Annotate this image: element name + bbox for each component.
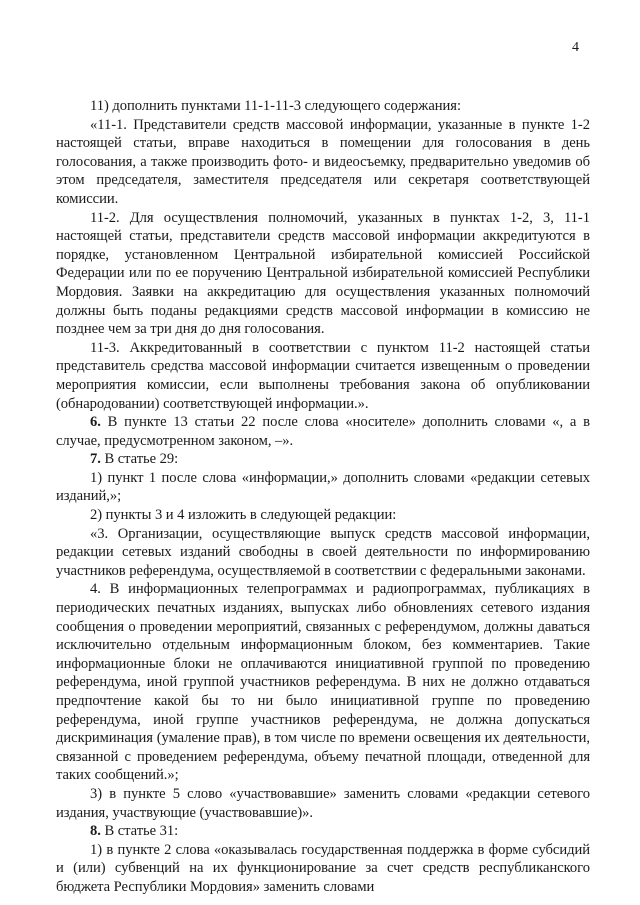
document-body [56,97,590,897]
paragraph-subitem-1-section-8: 1) в пункте 2 слова «оказывалась государственная поддержка в форме субсидий и (или) субвенций на их функционирование за счет средств республиканского бюджета Республики Мордовия» заменить словами [56,841,590,895]
paragraph-subitem-1: 1) пункт 1 после слова «информации,» дополнить словами «редакции сетевых изданий,»; [56,469,590,505]
paragraph-point-3: «3. Организации, осуществляющие выпуск средств массовой информации, редакции сетевых изданий свободны в своей деятельности по информированию участников референдума, осуществляемой в соответствии с федеральными законами. [56,525,590,579]
paragraph-subitem-3: 3) в пункте 5 слово «участвовавшие» заменить словами «редакции сетевого издания, участвующие (участвовавшие)». [56,785,590,821]
paragraph-section-6: 6. В пункте 13 статьи 22 после слова «носителе» дополнить словами «, а в случае, предусмотренном законом, –». [56,414,590,449]
section-number: 8. [90,823,101,840]
page-number: 4 [572,40,579,55]
paragraph-point-11-3: 11-3. Аккредитованный в соответствии с пунктом 11-2 настоящей статьи представитель средства массовой информации считается извещенным о проведении мероприятия комиссии, если выполнены требования закона об опубликовании (обнародовании) соответствующей информации.». [56,339,590,412]
paragraph-section-8: 8. В статье 31: [90,823,179,840]
paragraph-item-11: 11) дополнить пунктами 11-1-11-3 следующего содержания: [90,98,461,114]
paragraph-point-4: 4. В информационных телепрограммах и радиопрограммах, публикациях в периодических печатных изданиях, выпусках либо обновлениях сетевого издания сообщения о проведении мероприятий, связанных с референдумом, должны даваться исключительно отдельным информационным блоком, без комментариев. Такие информационные блоки не оплачиваются инициативной группой по проведению референдума, иной группой участников референдума. В них не должно отдаваться предпочтение какой бы то ни было инициативной группе по проведению референдума, иной группе участников референдума, не должна допускаться дискриминация (умаление прав), в том числе по времени освещения их деятельности, связанной с проведением референдума, объему печатной площади, отведенной для таких сообщений.»; [56,581,590,784]
paragraph-point-11-1: «11-1. Представители средств массовой информации, указанные в пункте 1-2 настоящей статьи, вправе находиться в помещении для голосования в день голосования, а также производить фото- и видеосъемку, предварительно уведомив об этом председателя, заместителя председателя или секретаря соответствующей комиссии. [56,116,590,207]
paragraph-point-11-2: 11-2. Для осуществления полномочий, указанных в пунктах 1-2, 3, 11-1 настоящей статьи, представители средств массовой информации аккредитуются в порядке, установленном Центральной избирательной комиссией Российской Федерации или по ее поручению Центральной избирательной комиссией Республики Мордовия. Заявки на аккредитацию для осуществления указанных полномочий должны быть поданы редакциями средств массовой информации в комиссию не позднее чем за три дня до дня голосования. [56,209,590,338]
paragraph-subitem-2: 2) пункты 3 и 4 изложить в следующей редакции: [90,507,397,524]
section-number: 7. [90,451,101,468]
paragraph-section-7: 7. В статье 29: [90,451,179,468]
section-number: 6. [90,414,101,431]
